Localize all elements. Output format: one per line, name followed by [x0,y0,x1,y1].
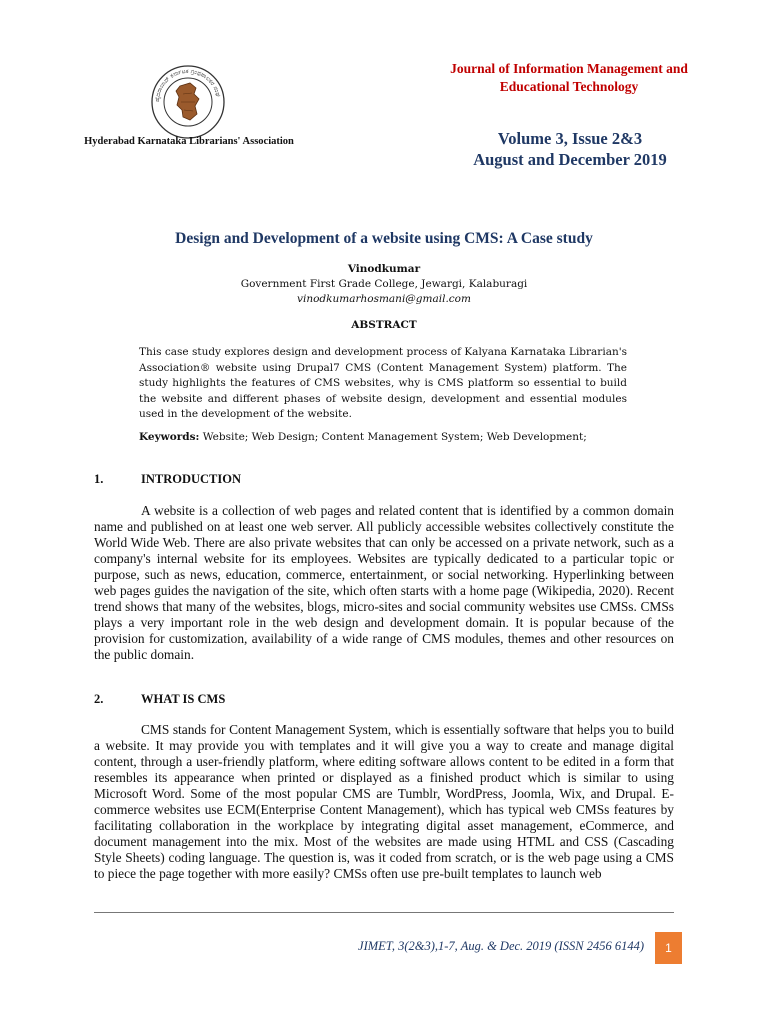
keywords-list: Website; Web Design; Content Management System; Web Development; [202,431,587,443]
section-number: 1. [94,472,104,486]
section-heading-introduction [94,472,241,487]
author-affiliation: Government First Grade College, Jewargi, Kalaburagi [240,278,528,290]
journal-date: August and December 2019 [473,150,667,169]
paper-title: Design and Development of a website using CMS: A Case study [175,230,593,247]
journal-volume: Volume 3, Issue 2&3 [497,129,643,148]
author-name: Vinodkumar [347,263,421,275]
footer-citation: JIMET, 3(2&3),1-7, Aug. & Dec. 2019 (ISSN 2456 6144) [358,939,644,953]
logo-ring-text: ಹೈದರಾಬಾದ್ ಕರ್ನಾಟಕ ಗ್ರಂಥಪಾಲಕರ ಸಂಘ [153,67,222,103]
footer-divider [94,912,674,913]
keywords [139,431,639,443]
section-title: INTRODUCTION [141,472,242,486]
journal-volume-block [420,128,720,170]
what-is-cms-body [94,722,674,882]
association-name: Hyderabad Karnataka Librarians' Association [84,136,294,147]
author-block [60,262,708,307]
journal-name: Journal of Information Management and Educational Technology [450,61,688,94]
page-number-badge: 1 [655,932,682,964]
keywords-label: Keywords: [139,431,200,443]
abstract-text: This case study explores design and development process of Kalyana Karnataka Librarian's Association® website using Drupal7 CMS (Content Management System) platform. The study highlights the features of CMS websites, why is CMS platform so essential to build the website and different phases of website design, development and essential modules used in the development of the website. [139,346,627,420]
abstract-heading: ABSTRACT [351,319,417,331]
section-heading-what-is-cms [94,692,225,707]
association-logo [150,64,226,140]
section-number: 2. [94,692,104,706]
introduction-body [94,503,674,663]
introduction-paragraph: A website is a collection of web pages and related content that is identified by a common domain name and published on at least one web server. All publicly accessible websites collectively constitute the World Wide Web. There are also private websites that can only be accessed on a private network, such as a company's internal website for its employees. Websites are typically dedicated to a particular topic or purpose, such as news, education, commerce, entertainment, or social networking. Hyperlinking between web pages guides the navigation of the site, which often starts with a home page (Wikipedia, 2020). Recent trend shows that many of the websites, blogs, micro-sites and social community websites use CMSs. CMSs plays a very important role in the web design and development domain. It is popular because of the provision for customization, availability of a wide range of CMS modules, themes and other resources on the public domain. [94,503,674,662]
author-email[interactable]: vinodkumarhosmani@gmail.com [297,293,471,305]
what-is-cms-paragraph: CMS stands for Content Management System, which is essentially software that helps you to build a website. It may provide you with templates and it will give you a way to create and manage digital content, through a user-friendly platform, where editing software allows content to be edited in a form that resembles its appearance when printed or displayed as a finished product which is similar to using Microsoft Word. Some of the most popular CMS are Tumblr, WordPress, Joomla, Wix, and Drupal. E-commerce websites use ECM(Enterprise Content Management), which has typical web CMSs features by facilitating collaboration in the workplace by integrating digital asset management, eCommerce, and document management into the mix. Most of the websites are made using HTML and CSS (Cascading Style Sheets) coding language. The question is, was it coded from scratch, or is the web page using a CMS to piece the page together with more easily? CMSs often use pre-built templates to launch web [94,722,674,881]
section-title: WHAT IS CMS [141,692,226,706]
